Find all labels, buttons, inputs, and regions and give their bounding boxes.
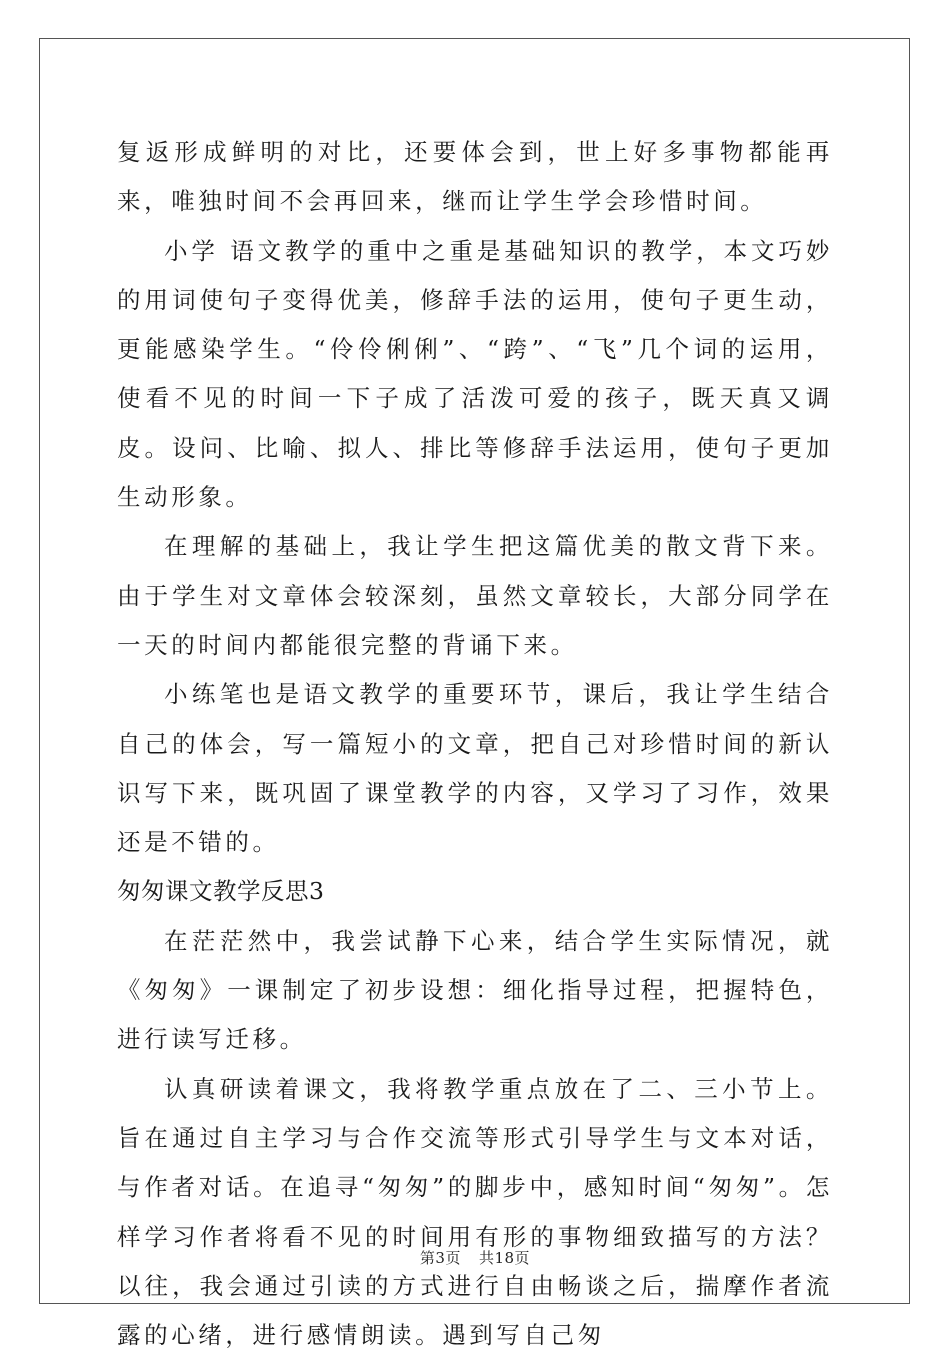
page-number: 第3页 xyxy=(419,1249,461,1267)
page-total: 共18页 xyxy=(478,1249,531,1267)
paragraph-1: 复返形成鲜明的对比，还要体会到，世上好多事物都能再来，唯独时间不会再回来，继而让学生学会珍惜时间。 xyxy=(117,138,833,216)
paragraph-5: 在茫茫然中，我尝试静下心来，结合学生实际情况，就《匆匆》一课制定了初步设想：细化指导过程，把握特色，进行读写迁移。 xyxy=(117,926,833,1054)
section-heading: 匆匆课文教学反思3 xyxy=(117,877,325,906)
paragraph-4: 小练笔也是语文教学的重要环节，课后，我让学生结合自己的体会，写一篇短小的文章，把自己对珍惜时间的新认识写下来，既巩固了课堂教学的内容，又学习了习作，效果还是不错的。 xyxy=(117,680,833,857)
paragraph-3: 在理解的基础上，我让学生把这篇优美的散文背下来。由于学生对文章体会较深刻，虽然文章较长，大部分同学在一天的时间内都能很完整的背诵下来。 xyxy=(117,532,833,659)
document-body xyxy=(117,128,833,1360)
paragraph-2: 小学 语文教学的重中之重是基础知识的教学，本文巧妙的用词使句子变得优美，修辞手法的运用，使句子更生动，更能感染学生。“伶伶俐俐”、“跨”、“飞”几个词的运用，使看不见的时间一下子成了活泼可爱的孩子，既天真又调皮。设问、比喻、拟人、排比等修辞手法运用，使句子更加生动形象。 xyxy=(117,236,833,512)
paragraph-6: 认真研读着课文，我将教学重点放在了二、三小节上。旨在通过自主学习与合作交流等形式引导学生与文本对话，与作者对话。在追寻“匆匆”的脚步中，感知时间“匆匆”。怎样学习作者将看不见的时间用有形的事物细致描写的方法？以往，我会通过引读的方式进行自由畅谈之后，揣摩作者流露的心绪，进行感情朗读。遇到写自己匆 xyxy=(117,1074,833,1350)
page-footer xyxy=(0,1247,950,1268)
